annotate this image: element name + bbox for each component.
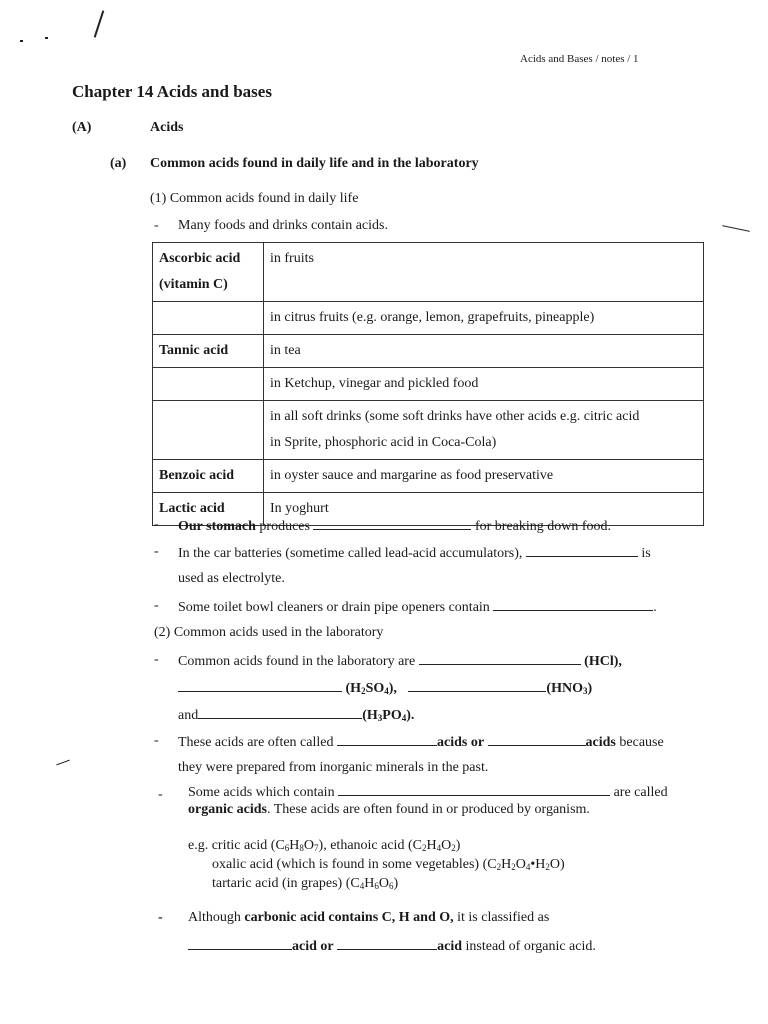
carbonic-line: [188, 910, 549, 926]
lab-text: Common acids found in the laboratory are: [178, 654, 416, 669]
acid-use: in Sprite, phosphoric acid in Coca-Cola): [270, 435, 497, 450]
carbonic-line-2: [188, 937, 596, 955]
pen-stroke: [94, 10, 105, 37]
fill-blank: [493, 598, 653, 611]
lab-line-3: [178, 706, 414, 724]
acids-table: [152, 242, 704, 526]
subsection-title: Common acids found in daily life and in the laboratory: [150, 156, 479, 171]
fill-blank: [337, 733, 437, 746]
organic-text: are called: [613, 785, 668, 800]
carbonic-bold: carbonic acid contains C, H and O,: [244, 910, 454, 925]
fill-blank: [178, 679, 342, 692]
organic-line-2: [188, 802, 590, 818]
fill-blank: [313, 517, 471, 530]
bullet-dash: -: [158, 910, 163, 925]
lab-line-1: [178, 652, 622, 670]
table-row: [153, 302, 704, 335]
bullet-dash: -: [158, 787, 163, 802]
bullet-dash: -: [154, 218, 159, 233]
bullet-dash: -: [154, 598, 159, 613]
organic-text: Some acids which contain: [188, 785, 335, 800]
battery-text: is: [641, 546, 651, 561]
example-line-2: oxalic acid (which is found in some vegetables) $(C_2H_2O_4•H_2O)$: [212, 857, 565, 872]
bullet-dash: -: [154, 733, 159, 748]
acid-name-cell: [153, 368, 264, 401]
part2-heading: (2) Common acids used in the laboratory: [154, 625, 384, 640]
called-bold: acids or: [436, 735, 485, 750]
carbonic-text: it is classified as: [457, 910, 550, 925]
section-title: Acids: [150, 120, 184, 135]
acid-name-cell: Benzoic acid: [153, 460, 264, 493]
pen-dot: [45, 37, 48, 39]
organic-line: [188, 783, 668, 801]
toilet-text: Some toilet bowl cleaners or drain pipe openers contain: [178, 600, 490, 615]
acid-use-cell: in Ketchup, vinegar and pickled food: [264, 368, 704, 401]
pen-stroke: [56, 760, 69, 766]
part1-intro: Many foods and drinks contain acids.: [178, 218, 388, 233]
fill-blank: [337, 937, 437, 950]
bullet-dash: -: [154, 544, 159, 559]
subsection-label: (a): [110, 156, 127, 171]
called-text: These acids are often called: [178, 735, 334, 750]
acid-use: in all soft drinks (some soft drinks have other acids e.g. citric acid: [270, 409, 640, 424]
example-line-3: tartaric acid (in grapes) $(C_4H_6O_6)$: [212, 876, 399, 891]
fill-blank: [526, 544, 638, 557]
fill-blank: [338, 783, 610, 796]
stomach-line: [178, 517, 611, 535]
fill-blank: [419, 652, 581, 665]
and-text: and: [178, 708, 199, 723]
acid-name-cell: [153, 401, 264, 460]
table-row: [153, 243, 704, 302]
bullet-dash: -: [154, 652, 159, 667]
acid-use-cell: In yoghurt: [264, 493, 704, 526]
acid-use-cell: in oyster sauce and margarine as food preservative: [264, 460, 704, 493]
table-row: [153, 460, 704, 493]
table-row: [153, 335, 704, 368]
lab-line-2: [178, 679, 592, 697]
running-head: Acids and Bases / notes / 1: [520, 53, 639, 65]
carbonic-text: instead of organic acid.: [465, 939, 596, 954]
fill-blank: [488, 733, 586, 746]
acid-name: Ascorbic acid: [159, 251, 241, 266]
formula-hno3: $(HNO_3)$: [546, 681, 593, 696]
formula-hcl: (HCl),: [584, 654, 622, 669]
fill-blank: [408, 679, 546, 692]
fill-blank: [188, 937, 292, 950]
organic-bold: organic acids: [188, 802, 267, 817]
toilet-end: .: [653, 600, 657, 615]
toilet-line: [178, 598, 657, 616]
battery-text: In the car batteries (sometime called lead-acid accumulators),: [178, 546, 523, 561]
table-row: [153, 368, 704, 401]
acid-name: (vitamin C): [159, 277, 228, 292]
carbonic-bold: acid: [437, 939, 462, 954]
called-text: because: [619, 735, 664, 750]
called-bold: acids: [585, 735, 616, 750]
part1-heading: (1) Common acids found in daily life: [150, 191, 359, 206]
fill-blank: [198, 706, 362, 719]
pen-dot: [20, 40, 23, 42]
example-line-1: e.g. critic acid $(C_6H_8O_7)$, ethanoic acid $(C_2H_4O_2)$: [188, 838, 461, 853]
section-label: (A): [72, 120, 92, 135]
acid-name-cell: [153, 302, 264, 335]
acid-name-cell: Tannic acid: [153, 335, 264, 368]
called-line-2: they were prepared from inorganic minerals in the past.: [178, 760, 489, 775]
acid-use-cell: in tea: [264, 335, 704, 368]
bullet-dash: -: [154, 517, 159, 532]
carbonic-bold: acid or: [292, 939, 334, 954]
acid-name-cell: Lactic acid: [153, 493, 264, 526]
table-row: [153, 401, 704, 460]
formula-h3po4: $(H_3PO_4)$.: [362, 708, 415, 723]
acid-use-cell: [264, 401, 704, 460]
formula-h2so4: $(H_2SO_4)$,: [345, 681, 397, 696]
battery-line: [178, 544, 651, 562]
called-line: [178, 733, 664, 751]
organic-text: . These acids are often found in or produced by organism.: [266, 802, 590, 817]
battery-line-2: used as electrolyte.: [178, 571, 285, 586]
pen-stroke: [722, 225, 750, 232]
stomach-text: for breaking down food.: [474, 519, 612, 534]
acid-use-cell: in fruits: [264, 243, 704, 302]
stomach-bold: Our stomach: [178, 519, 256, 534]
carbonic-text: Although: [188, 910, 241, 925]
acid-name-cell: [153, 243, 264, 302]
stomach-text: produces: [259, 519, 310, 534]
acid-use-cell: in citrus fruits (e.g. orange, lemon, grapefruits, pineapple): [264, 302, 704, 335]
chapter-title: Chapter 14 Acids and bases: [72, 82, 272, 101]
